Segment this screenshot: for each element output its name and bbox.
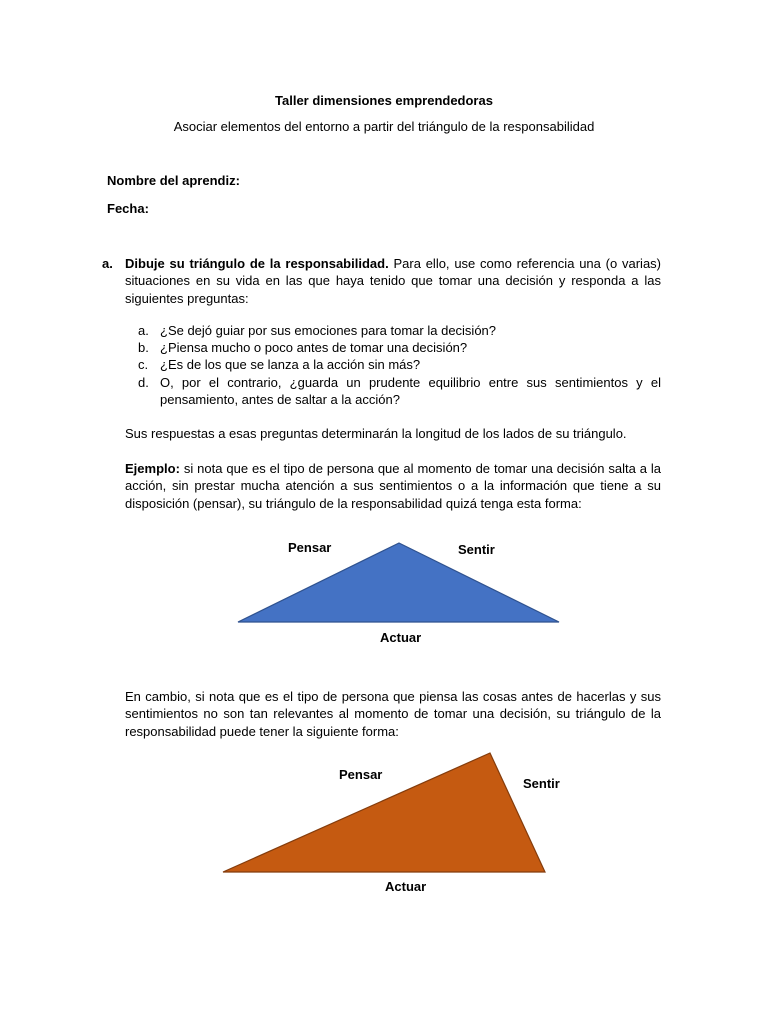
question-letter: b.: [138, 340, 149, 355]
question-letter: d.: [138, 375, 149, 390]
triangle-thinking-dominant: [223, 753, 545, 872]
question-text: ¿Piensa mucho o poco antes de tomar una decisión?: [160, 340, 468, 355]
date-label: Fecha:: [107, 201, 149, 216]
contrast-paragraph: En cambio, si nota que es el tipo de persona que piensa las cosas antes de hacerlas y sus sentimientos no son tan relevantes al momento de tomar una decisión, su triángulo de la responsabilidad puede tener la siguiente forma:: [125, 689, 661, 739]
triangle1-pensar-label: Pensar: [288, 540, 332, 555]
question-text: ¿Es de los que se lanza a la acción sin más?: [160, 357, 421, 372]
question-letter: a.: [138, 323, 149, 338]
document-title: Taller dimensiones emprendedoras: [275, 93, 493, 108]
triangle2-sentir-label: Sentir: [523, 776, 560, 791]
triangle1-sentir-label: Sentir: [458, 542, 495, 557]
question-text: ¿Se dejó guiar por sus emociones para tomar la decisión?: [160, 323, 497, 338]
triangle1-actuar-label: Actuar: [380, 630, 422, 645]
triangle2-pensar-label: Pensar: [339, 767, 383, 782]
triangle-action-dominant: [238, 543, 559, 622]
question-text: O, por el contrario, ¿guarda un prudente equilibrio entre sus sentimientos y el pensamiento, antes de saltar a la acción?: [160, 375, 661, 408]
triangle2-actuar-label: Actuar: [385, 879, 427, 894]
section-marker: a.: [102, 256, 113, 271]
document-subtitle: Asociar elementos del entorno a partir del triángulo de la responsabilidad: [173, 119, 595, 134]
section-intro-bold: Dibuje su triángulo de la responsabilidad.: [125, 256, 389, 271]
name-label: Nombre del aprendiz:: [107, 173, 240, 188]
question-letter: c.: [138, 357, 149, 372]
example-label: Ejemplo:: [125, 461, 180, 476]
section-intro-text: Para ello, use como referencia una (o varias) situaciones en su vida en las que haya tenido que tomar una decisión y responda a las siguientes preguntas:: [125, 256, 662, 306]
answers-note: Sus respuestas a esas preguntas determinarán la longitud de los lados de su triángulo.: [125, 426, 627, 441]
example-text: si nota que es el tipo de persona que al momento de tomar una decisión salta a la acción, sin prestar mucha atención a sus sentimientos o a la información que tiene a su disposición (pensar), su triángulo de la responsabilidad quizá tenga esta forma:: [125, 461, 661, 511]
